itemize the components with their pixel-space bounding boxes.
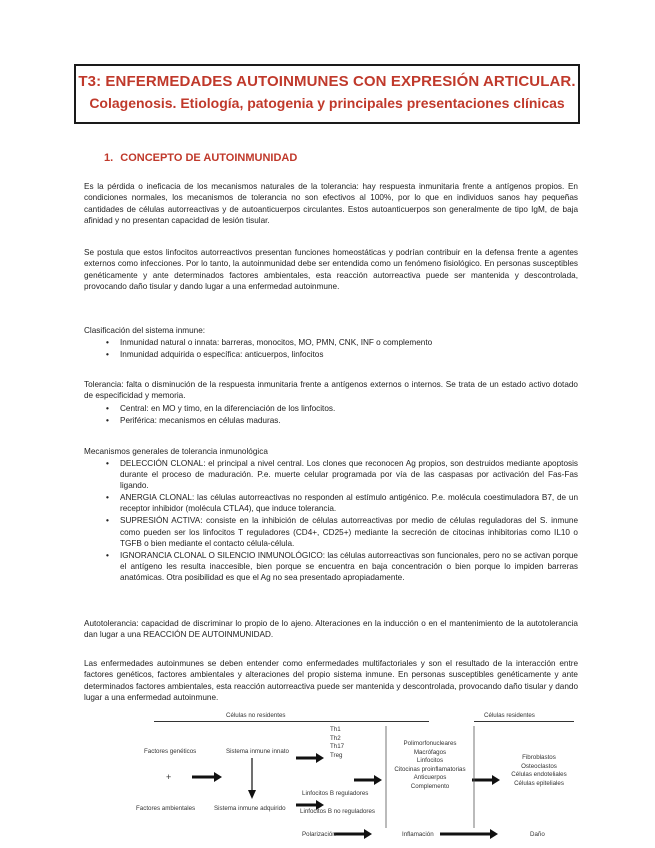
list-item: • ANERGIA CLONAL: las células autorreactivas no responden al estímulo antigénico. P.e. molécula coestimuladora B7, de un receptor inhibidor (molécula CTLA4), que induce tolerancia. <box>84 492 578 514</box>
th-item: Th17 <box>330 743 345 750</box>
th-item: Th2 <box>330 734 341 742</box>
cell-item: Complemento <box>410 782 450 790</box>
pathogenesis-diagram <box>134 710 580 846</box>
section-title: CONCEPTO DE AUTOINMUNIDAD <box>120 152 298 164</box>
cell-item: Macrófagos <box>413 748 447 756</box>
list-item: • SUPRESIÓN ACTIVA: consiste en la inhibición de células autorreactivas por medio de células reguladoras del S. inmune como pueden ser los linfocitos T reguladores (CD4+, CD25+) mediante la secreción de citocinas inhibitorias como IL10 o TGFB o bien mediante el contacto célula-célula. <box>84 515 578 548</box>
classification-list <box>84 337 578 361</box>
list-item: • IGNORANCIA CLONAL O SILENCIO INMUNOLÓGICO: las células autorreactivas son funcionales, pero no se activan porque el antígeno les resulta inaccesible, bien porque se encuentra en baja concentración o bien porque lo impiden barreras anatómicas. Otra posibilidad es que el Ag no sea presentado apropiadamente. <box>84 550 578 583</box>
paragraph-homeostatic: Se postula que estos linfocitos autorreactivos presentan funciones homeostáticas y podrían contribuir en la defensa frente a agentes externos como infecciones. Por lo tanto, la autoinmunidad debe ser entendida como un fenómeno fisiológico. En personas susceptibles genéticamente y ante determinados factores ambientales, esta reacción autorreactiva puede ser mantenida y descontrolada, provocando daño tisular y dando lugar a una enfermedad autoinmune. <box>84 248 578 291</box>
cell-item: Anticuerpos <box>413 774 447 781</box>
cell-item: Fibroblastos <box>522 754 556 761</box>
stage-polarization: Polarización <box>302 831 336 838</box>
cell-item: Polimorfonucleares <box>403 740 457 747</box>
section-heading <box>104 152 297 164</box>
paragraph-definition: Es la pérdida o ineficacia de los mecanismos naturales de la tolerancia: hay respuesta inmunitaria frente a antígenos propios. En condiciones normales, los mecanismos de tolerancia no son efectivos al 100%, por lo que en individuos sanos hay pequeñas cantidades de células autorreactivas y de autoanticuerpos circulantes. Estos autoanticuerpos son generalmente de tipo IgM, de baja afinidad y no presentan capacidad de lesión tisular. <box>84 182 578 225</box>
cell-item: Células endoteliales <box>511 771 567 778</box>
b-regulators-label: Linfocitos B reguladores <box>302 790 369 797</box>
stage-inflammation: Inflamación <box>402 831 434 838</box>
b-non-regulators-label: Linfocitos B no reguladores <box>300 808 375 815</box>
list-item: • Central: en MO y timo, en la diferenciación de los linfocitos. <box>84 403 578 414</box>
list-item: • Periférica: mecanismos en células maduras. <box>84 415 578 426</box>
list-item: • DELECCIÓN CLONAL: el principal a nivel central. Los clones que reconocen Ag propios, son destruidos mediante apoptosis durante el proceso de maduración. P.e. muerte celular programada por vía de las caspasas por activación del Fas-Fas ligando. <box>84 458 578 491</box>
th-item: Th1 <box>330 726 341 733</box>
cell-item: Células epiteliales <box>514 779 564 787</box>
cell-item: Osteoclastos <box>521 762 557 770</box>
stage-damage: Daño <box>530 831 545 838</box>
list-item: • Inmunidad natural o innata: barreras, monocitos, MO, PMN, CNK, INF o complemento <box>84 337 578 348</box>
cell-item: Linfocitos <box>416 757 444 764</box>
plus-sign: + <box>166 772 172 782</box>
environmental-factors-label: Factores ambientales <box>136 805 196 812</box>
cell-item: Citocinas proinflamatorias <box>394 765 466 773</box>
tolerance-list <box>84 403 578 427</box>
genetic-factors-label: Factores genéticos <box>144 748 197 755</box>
paragraph-multifactorial: Las enfermedades autoinmunes se deben entender como enfermedades multifactoriales y son el resultado de la interacción entre factores genéticos, factores ambientales y alteraciones del propio sistema inmune. En personas susceptibles genéticamente y ante determinados factores ambientales, esta reacción autorreactiva puede ser mantenida y descontrolada, provocando daño tisular y dando lugar a una enfermedad autoinmune. <box>84 659 578 702</box>
page-title: T3: ENFERMEDADES AUTOINMUNES CON EXPRESIÓN ARTICULAR. <box>78 73 576 90</box>
classification-label: Clasificación del sistema inmune: <box>84 326 206 335</box>
adaptive-system-label: Sistema inmune adquirido <box>214 805 286 812</box>
resident-cells-list <box>500 754 578 788</box>
title-box <box>74 64 580 124</box>
mechanisms-list <box>84 458 578 584</box>
section-number: 1. <box>104 152 114 164</box>
th-list <box>330 726 344 760</box>
paragraph-autotolerance: Autotolerancia: capacidad de discriminar lo propio de lo ajeno. Alteraciones en la inducción o en el mantenimiento de la autotolerancia dan lugar a una REACCIÓN DE AUTOINMUNIDAD. <box>84 619 578 640</box>
header-resident: Células residentes <box>484 712 535 719</box>
mechanisms-label: Mecanismos generales de tolerancia inmunológica <box>84 447 268 456</box>
th-item: Treg <box>330 751 343 759</box>
header-nonresident: Células no residentes <box>226 712 286 719</box>
inflammatory-cells-list <box>388 740 472 791</box>
innate-system-label: Sistema inmune innato <box>226 748 289 755</box>
paragraph-tolerance: Tolerancia: falta o disminución de la respuesta inmunitaria frente a antígenos externos o internos. Se trata de un estado activo dotado de especificidad y memoria. <box>84 380 578 401</box>
list-item: • Inmunidad adquirida o específica: anticuerpos, linfocitos <box>84 349 578 360</box>
page-subtitle: Colagenosis. Etiología, patogenia y principales presentaciones clínicas <box>89 95 565 111</box>
